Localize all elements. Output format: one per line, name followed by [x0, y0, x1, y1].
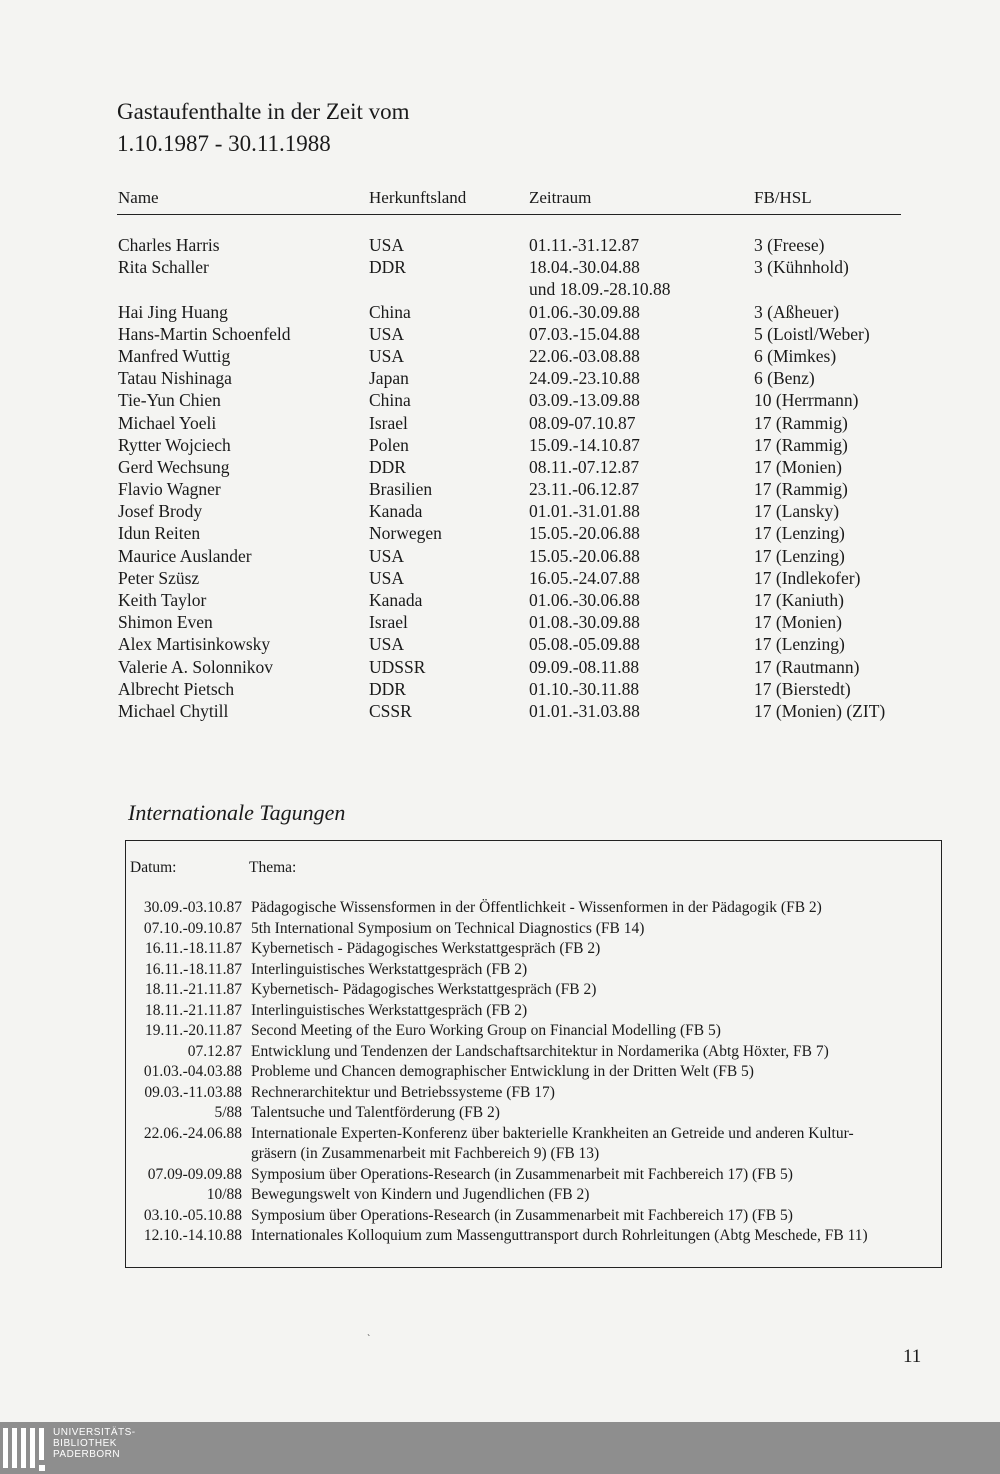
conference-date: 19.11.-20.11.87 — [144, 1022, 242, 1039]
conference-topic: Symposium über Operations-Research (in Zusammenarbeit mit Fachbereich 17) (FB 5) — [251, 1206, 793, 1224]
guest-row — [0, 545, 1000, 567]
guest-name: Gerd Wechsung — [118, 456, 230, 477]
guest-fb: 17 (Rammig) — [754, 479, 848, 500]
header-topic: Thema: — [249, 859, 297, 876]
conference-date: 09.03.-11.03.88 — [144, 1083, 242, 1101]
guest-row — [0, 678, 1000, 700]
conference-row — [126, 919, 941, 940]
library-logo-icon — [3, 1428, 43, 1474]
guest-fb: 5 (Loistl/Weber) — [754, 323, 870, 344]
guest-period: 01.01.-31.01.88 — [529, 501, 640, 522]
guest-period: 01.11.-31.12.87 — [529, 235, 640, 255]
stray-mark: ` — [367, 1334, 371, 1345]
conference-date: 30.09.-03.10.87 — [143, 899, 242, 916]
guest-fb: 17 (Monien) — [754, 456, 842, 477]
guest-fb: 3 (Aßheuer) — [754, 301, 840, 322]
guest-fb: 17 (Rautmann) — [754, 656, 860, 677]
conference-date: 18.11.-21.11.87 — [144, 981, 242, 998]
guest-period: 01.06.-30.09.88 — [529, 301, 640, 322]
guest-row — [0, 567, 1000, 589]
guest-fb: 17 (Indlekofer) — [754, 567, 861, 588]
conference-row — [126, 1185, 941, 1206]
guest-name: Shimon Even — [118, 612, 213, 633]
header-rule — [117, 214, 901, 215]
conference-date: 18.11.-21.11.87 — [144, 1001, 242, 1019]
conference-topic: Interlinguistisches Werkstattgespräch (FB 2) — [251, 1001, 528, 1019]
guest-row — [0, 500, 1000, 522]
guest-period: 22.06.-03.08.88 — [529, 345, 640, 366]
guest-country: DDR — [369, 456, 406, 477]
conference-date: 03.10.-05.10.88 — [143, 1206, 242, 1224]
guest-table-body — [0, 234, 1000, 722]
guest-country: China — [369, 390, 411, 411]
guest-section-title: Gastaufenthalte in der Zeit vom — [117, 99, 410, 124]
guest-country: USA — [369, 323, 405, 344]
guest-row — [0, 478, 1000, 500]
guest-row — [0, 323, 1000, 345]
conference-date: 07.12.87 — [187, 1042, 242, 1060]
guest-fb: 17 (Lenzing) — [754, 545, 845, 566]
guest-name: Alex Martisinkowsky — [118, 634, 271, 655]
guest-row — [0, 367, 1000, 389]
guest-fb: 17 (Bierstedt) — [754, 678, 851, 699]
conference-topic: Talentsuche und Talentförderung (FB 2) — [251, 1104, 500, 1121]
page-number: 11 — [903, 1346, 922, 1367]
conference-section-title: Internationale Tagungen — [128, 800, 346, 825]
guest-country: USA — [369, 345, 405, 366]
guest-period: 15.05.-20.06.88 — [529, 545, 640, 566]
conference-date: 16.11.-18.11.87 — [144, 940, 242, 957]
guest-row — [0, 389, 1000, 411]
guest-name: Maurice Auslander — [118, 545, 252, 566]
guest-period: 05.08.-05.09.88 — [529, 634, 640, 655]
conference-row — [126, 1062, 941, 1083]
guest-name: Peter Szüsz — [118, 567, 200, 588]
guest-period: 01.10.-30.11.88 — [529, 678, 640, 699]
conference-row — [126, 980, 941, 1001]
guest-name: Keith Taylor — [118, 590, 207, 610]
guest-period: 18.04.-30.04.88 — [529, 257, 640, 278]
guest-country: Israel — [369, 412, 408, 433]
guest-country: China — [369, 301, 411, 322]
guest-fb: 3 (Freese) — [754, 235, 825, 255]
guest-row — [0, 633, 1000, 655]
guest-period: 16.05.-24.07.88 — [529, 567, 640, 588]
guest-period: 08.11.-07.12.87 — [529, 456, 640, 477]
header-name: Name — [118, 188, 159, 207]
guest-period: 08.09-07.10.87 — [529, 412, 636, 433]
guest-period: 15.09.-14.10.87 — [529, 434, 640, 455]
conference-topic: Second Meeting of the Euro Working Group on Financial Modelling (FB 5) — [251, 1022, 721, 1039]
conference-date: 12.10.-14.10.88 — [143, 1227, 242, 1244]
guest-row — [0, 700, 1000, 722]
guest-country: DDR — [369, 257, 406, 278]
header-fb: FB/HSL — [754, 188, 812, 207]
guest-name: Michael Yoeli — [118, 412, 217, 433]
guest-fb: 17 (Lenzing) — [754, 634, 845, 655]
guest-row — [0, 656, 1000, 678]
guest-name: Manfred Wuttig — [118, 345, 231, 366]
guest-name: Tie-Yun Chien — [118, 390, 221, 411]
guest-fb: 6 (Benz) — [754, 368, 815, 389]
conference-table — [125, 840, 942, 1268]
library-line-1: UNIVERSITÄTS- — [53, 1427, 136, 1438]
conference-topic: Symposium über Operations-Research (in Zusammenarbeit mit Fachbereich 17) (FB 5) — [251, 1165, 793, 1183]
conference-topic: Bewegungswelt von Kindern und Jugendlichen (FB 2) — [251, 1186, 590, 1203]
conference-date: 07.09-09.09.88 — [147, 1165, 242, 1183]
guest-name: Josef Brody — [118, 501, 203, 522]
guest-fb: 6 (Mimkes) — [754, 345, 837, 366]
guest-country: Norwegen — [369, 523, 442, 544]
conference-topic: Kybernetisch- Pädagogisches Werkstattgespräch (FB 2) — [251, 981, 597, 998]
guest-row — [0, 412, 1000, 434]
guest-period: 01.06.-30.06.88 — [529, 590, 640, 610]
conference-row — [126, 1021, 941, 1042]
guest-period: 24.09.-23.10.88 — [529, 368, 640, 389]
guest-name: Hans-Martin Schoenfeld — [118, 323, 291, 344]
guest-row — [0, 456, 1000, 478]
conference-row — [126, 1165, 941, 1186]
guest-country: USA — [369, 545, 405, 566]
guest-fb: 17 (Monien) — [754, 612, 842, 633]
guest-fb: 17 (Lansky) — [754, 501, 840, 522]
guest-row — [0, 589, 1000, 611]
guest-row — [0, 345, 1000, 367]
guest-country: UDSSR — [369, 656, 426, 677]
guest-name: Michael Chytill — [118, 700, 229, 721]
guest-name: Rita Schaller — [118, 257, 209, 278]
guest-country: USA — [369, 634, 405, 655]
guest-period-extra: und 18.09.-28.10.88 — [529, 279, 671, 300]
conference-date: 07.10.-09.10.87 — [143, 919, 242, 937]
conference-date: 5/88 — [214, 1104, 242, 1121]
conference-date: 10/88 — [206, 1186, 242, 1203]
guest-period: 07.03.-15.04.88 — [529, 323, 640, 344]
guest-name: Tatau Nishinaga — [118, 368, 232, 389]
guest-name: Hai Jing Huang — [118, 301, 228, 322]
guest-name: Idun Reiten — [118, 523, 201, 544]
guest-country: USA — [369, 567, 405, 588]
guest-fb: 17 (Monien) (ZIT) — [754, 700, 886, 721]
guest-fb: 3 (Kühnhold) — [754, 257, 849, 278]
guest-fb: 17 (Rammig) — [754, 412, 848, 433]
conference-list — [126, 898, 941, 1247]
conference-topic: Kybernetisch - Pädagogisches Werkstattgespräch (FB 2) — [251, 940, 601, 957]
guest-row — [0, 256, 1000, 278]
guest-country: Israel — [369, 612, 408, 633]
guest-period: 23.11.-06.12.87 — [529, 479, 640, 500]
guest-country: CSSR — [369, 700, 412, 721]
library-name — [53, 1427, 136, 1460]
guest-period: 03.09.-13.09.88 — [529, 390, 640, 411]
header-country: Herkunftsland — [369, 188, 467, 207]
guest-country: Kanada — [369, 590, 423, 610]
conference-topic: Entwicklung und Tendenzen der Landschaftsarchitektur in Nordamerika (Abtg Höxter, FB 7) — [251, 1042, 829, 1060]
library-footer — [0, 1422, 1000, 1474]
guest-table-header — [0, 188, 1000, 212]
conference-row — [126, 1042, 941, 1063]
guest-period: 15.05.-20.06.88 — [529, 523, 640, 544]
guest-period: 09.09.-08.11.88 — [529, 656, 640, 677]
conference-date: 01.03.-04.03.88 — [143, 1063, 242, 1080]
guest-fb: 17 (Lenzing) — [754, 523, 845, 544]
guest-row — [0, 434, 1000, 456]
guest-fb: 17 (Kaniuth) — [754, 590, 844, 610]
conference-topic: Rechnerarchitektur und Betriebssysteme (FB 17) — [251, 1083, 555, 1101]
conference-row — [126, 1001, 941, 1022]
conference-row — [126, 1103, 941, 1124]
guest-section-period: 1.10.1987 - 30.11.1988 — [117, 131, 331, 156]
guest-row — [0, 301, 1000, 323]
header-date: Datum: — [130, 859, 177, 876]
header-period: Zeitraum — [529, 188, 592, 207]
conference-topic: Pädagogische Wissensformen in der Öffentlichkeit - Wissenformen in der Pädagogik (FB 2) — [251, 899, 822, 916]
guest-name: Charles Harris — [118, 235, 220, 255]
guest-period: 01.01.-31.03.88 — [529, 700, 640, 721]
conference-row — [126, 1226, 941, 1247]
conference-row — [126, 1206, 941, 1227]
conference-topic: Internationales Kolloquium zum Massenguttransport durch Rohrleitungen (Abtg Meschede, FB 11) — [251, 1227, 868, 1244]
conference-topic: Probleme und Chancen demographischer Entwicklung in der Dritten Welt (FB 5) — [251, 1063, 754, 1080]
guest-name: Albrecht Pietsch — [118, 678, 235, 699]
conference-topic: 5th International Symposium on Technical Diagnostics (FB 14) — [251, 919, 645, 937]
conference-date: 22.06.-24.06.88 — [143, 1124, 242, 1142]
guest-row — [0, 522, 1000, 544]
conference-row — [126, 960, 941, 981]
library-line-3: PADERBORN — [53, 1449, 121, 1460]
guest-name: Rytter Wojciech — [118, 434, 231, 455]
conference-row — [126, 939, 941, 960]
guest-country: Brasilien — [369, 479, 433, 500]
conference-topic: Internationale Experten-Konferenz über bakterielle Krankheiten an Getreide und anderen Kultur- gräsern (in Zusammenarbeit mit Fachbereich 9) (FB 13) — [251, 1124, 854, 1162]
conference-row — [126, 1083, 941, 1104]
guest-name: Flavio Wagner — [118, 479, 221, 500]
conference-row — [126, 898, 941, 919]
guest-country: Japan — [369, 368, 409, 389]
conference-row — [126, 1124, 941, 1165]
guest-fb: 10 (Herrmann) — [754, 390, 859, 411]
conference-topic: Interlinguistisches Werkstattgespräch (FB 2) — [251, 960, 528, 978]
guest-country: Kanada — [369, 501, 423, 522]
guest-name: Valerie A. Solonnikov — [118, 656, 274, 677]
guest-row — [0, 611, 1000, 633]
library-line-2: BIBLIOTHEK — [53, 1438, 117, 1449]
conference-date: 16.11.-18.11.87 — [144, 960, 242, 978]
guest-country: DDR — [369, 678, 406, 699]
guest-row — [0, 234, 1000, 256]
guest-period: 01.08.-30.09.88 — [529, 612, 640, 633]
guest-country: Polen — [369, 434, 409, 455]
guest-country: USA — [369, 235, 405, 255]
guest-row-continuation — [0, 278, 1000, 300]
guest-fb: 17 (Rammig) — [754, 434, 848, 455]
